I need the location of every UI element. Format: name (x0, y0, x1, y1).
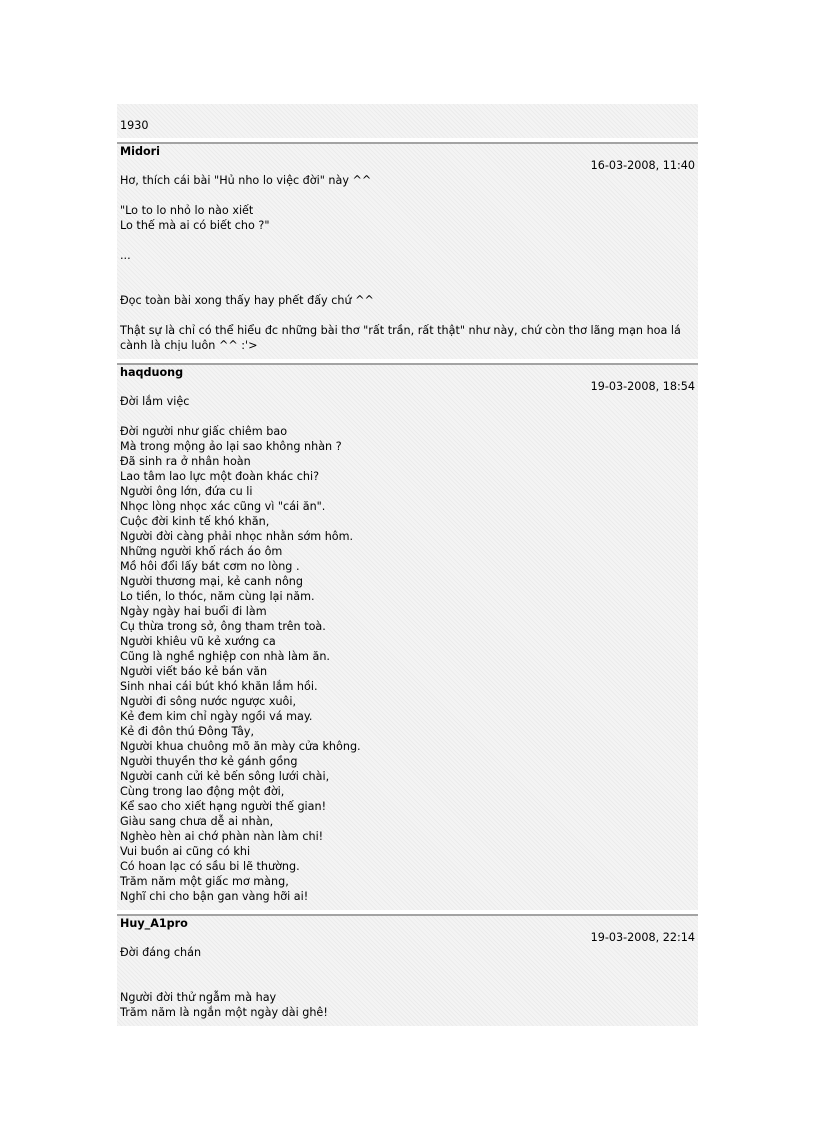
post-line: Hơ, thích cái bài "Hủ nho lo việc đời" này ^^ (120, 174, 372, 187)
forum-post (117, 363, 698, 910)
post-header (117, 914, 698, 945)
post-line: Nghèo hèn ai chớ phàn nàn làm chi! (120, 830, 324, 843)
post-line: Cụ thừa trong sở, ông tham trên toà. (120, 620, 326, 633)
post-line: Vui buồn ai cũng có khi (120, 845, 251, 858)
intro-block (117, 104, 698, 138)
post-line: Người ông lớn, đứa cu li (120, 485, 253, 498)
forum-thread (117, 104, 698, 1026)
post-line: Kể sao cho xiết hạng người thế gian! (120, 800, 327, 813)
post-line: Lo tiền, lo thóc, năm cùng lại năm. (120, 590, 315, 603)
post-line: Có hoan lạc có sầu bi lẽ thường. (120, 860, 300, 873)
post-line: Sinh nhai cái bút khó khăn lắm hồi. (120, 680, 318, 693)
post-line: Người thương mại, kẻ canh nông (120, 575, 303, 588)
post-line: Ngày ngày hai buổi đi làm (120, 605, 267, 618)
post-line (117, 233, 698, 248)
post-line (117, 308, 698, 323)
post-line: "Lo to lo nhỏ lo nào xiết (120, 204, 254, 217)
post-line: Nhọc lòng nhọc xác cũng vì "cái ăn". (120, 500, 326, 513)
post-line: Những người khố rách áo ôm (120, 545, 283, 558)
post-line (117, 960, 698, 975)
post-body (117, 394, 698, 910)
post-line: Cũng là nghề nghiệp con nhà làm ăn. (120, 650, 330, 663)
post-header (117, 363, 698, 394)
post-line: Người viết báo kẻ bán văn (120, 665, 268, 678)
post-line: Người khua chuông mõ ăn mày cửa không. (120, 740, 361, 753)
intro-text: 1930 (120, 119, 149, 132)
post-line: Người đời càng phải nhọc nhằn sớm hôm. (120, 530, 354, 543)
post-line: ... (120, 249, 131, 262)
post-header (117, 142, 698, 173)
post-line: Cuộc đời kinh tế khó khăn, (120, 515, 270, 528)
post-line: cành là chịu luôn ^^ :'> (120, 339, 258, 352)
post-line: Người khiêu vũ kẻ xướng ca (120, 635, 276, 648)
post-line: Trăm năm một giấc mơ màng, (120, 875, 289, 888)
post-list (117, 138, 698, 1026)
post-body (117, 945, 698, 1026)
post-line (117, 188, 698, 203)
post-line: Đời người như giấc chiêm bao (120, 425, 288, 438)
post-date: 19-03-2008, 22:14 (590, 931, 695, 944)
post-line: Kẻ đi đôn thú Đông Tây, (120, 725, 255, 738)
post-author: haqduong (120, 366, 184, 379)
forum-post (117, 914, 698, 1026)
post-line (117, 278, 698, 293)
post-line: Lao tâm lao lực một đoàn khác chi? (120, 470, 320, 483)
post-line (117, 975, 698, 990)
post-line: Thật sự là chỉ có thể hiểu đc những bài thơ "rất trần, rất thật" như này, chứ còn thơ lãng mạn hoa lá (120, 324, 681, 337)
post-line: Cùng trong lao động một đời, (120, 785, 285, 798)
post-line: Trăm năm là ngắn một ngày dài ghê! (120, 1006, 328, 1019)
post-line: Mồ hôi đổi lấy bát cơm no lòng . (120, 560, 300, 573)
post-line: Người đời thử ngẫm mà hay (120, 991, 277, 1004)
post-line: Người đi sông nước ngược xuôi, (120, 695, 297, 708)
forum-post (117, 142, 698, 359)
post-date: 19-03-2008, 18:54 (590, 380, 695, 393)
post-body (117, 173, 698, 359)
post-line: Lo thế mà ai có biết cho ?" (120, 219, 270, 232)
post-line: Mà trong mộng ảo lại sao không nhàn ? (120, 440, 342, 453)
post-line: Người canh cửi kẻ bến sông lưới chài, (120, 770, 330, 783)
post-line: Người thuyền thơ kẻ gánh gồng (120, 755, 298, 768)
post-author: Huy_A1pro (120, 917, 188, 930)
post-line (117, 263, 698, 278)
post-line (117, 409, 698, 424)
post-author: Midori (120, 145, 161, 158)
post-line: Kẻ đem kim chỉ ngày ngồi vá may. (120, 710, 313, 723)
post-date: 16-03-2008, 11:40 (590, 159, 695, 172)
post-line: Đời lắm việc (120, 395, 190, 408)
post-line: Giàu sang chưa dễ ai nhàn, (120, 815, 274, 828)
post-line: Đời đáng chán (120, 946, 202, 959)
post-line: Nghĩ chi cho bận gan vàng hỡi ai! (120, 890, 309, 903)
post-line: Đã sinh ra ở nhân hoàn (120, 455, 251, 468)
post-line: Đọc toàn bài xong thấy hay phết đấy chứ ^^ (120, 294, 374, 307)
